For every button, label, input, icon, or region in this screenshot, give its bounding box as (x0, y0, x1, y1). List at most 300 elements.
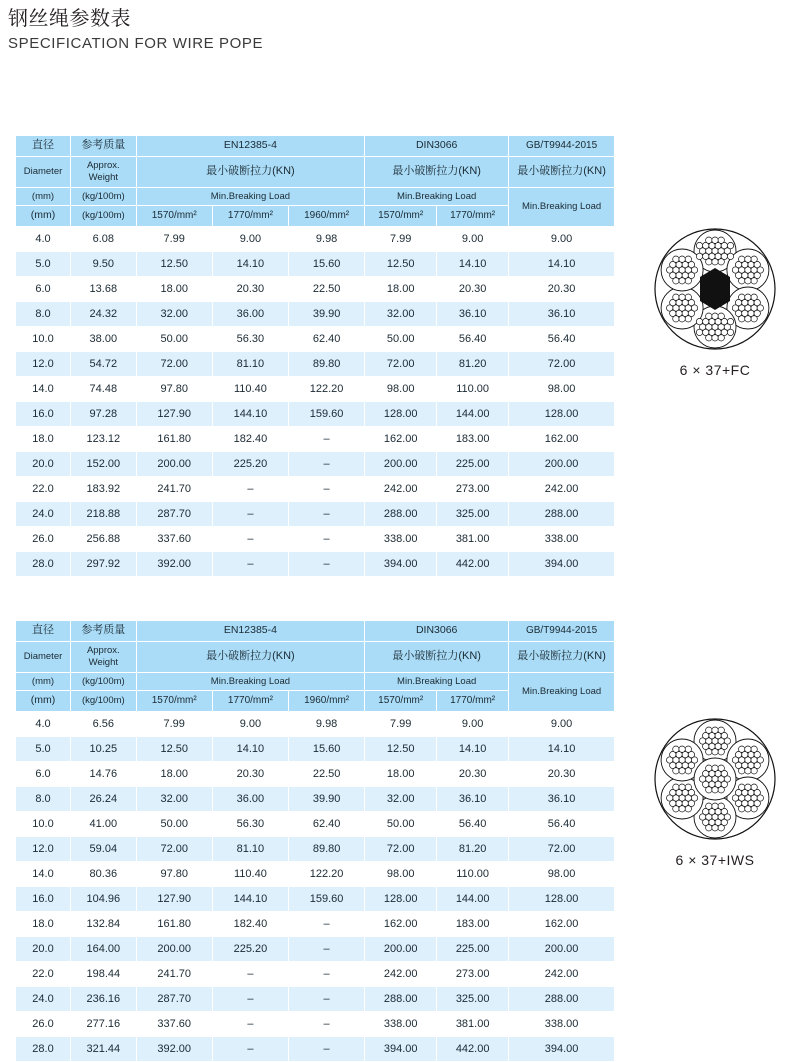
table-cell: 183.92 (71, 476, 137, 501)
th-weight-cn: 参考质量 (71, 136, 137, 157)
th-din-standard: DIN3066 (365, 136, 509, 157)
table-cell: 241.70 (136, 476, 212, 501)
table-cell: – (212, 526, 288, 551)
table-cell: 122.20 (289, 376, 365, 401)
table-cell: 9.00 (437, 226, 509, 251)
table-cell: 50.00 (136, 326, 212, 351)
table-cell: 241.70 (136, 961, 212, 986)
table-cell: 97.80 (136, 376, 212, 401)
th-weight-unit-2: (kg/100m) (71, 691, 137, 711)
table-cell: 20.30 (212, 761, 288, 786)
table-cell: 242.00 (509, 476, 615, 501)
table-cell: – (212, 986, 288, 1011)
table-cell: 56.40 (509, 326, 615, 351)
table-cell: 128.00 (509, 401, 615, 426)
table-cell: 7.99 (136, 226, 212, 251)
table-cell: 56.40 (437, 326, 509, 351)
table-cell: 9.00 (509, 711, 615, 736)
table-cell: 200.00 (509, 451, 615, 476)
table-cell: 10.0 (16, 326, 71, 351)
table-cell: 18.0 (16, 911, 71, 936)
rope-caption-2: 6 × 37+IWS (675, 852, 755, 868)
table-cell: 62.40 (289, 811, 365, 836)
th-breaking-cn-gb: 最小破断拉力(KN) (509, 641, 615, 672)
spec-table-6x37-iws (15, 620, 615, 1062)
th-weight-unit-2: (kg/100m) (71, 206, 137, 226)
table-cell: 110.40 (212, 861, 288, 886)
table-cell: 218.88 (71, 501, 137, 526)
table-cell: 98.00 (509, 376, 615, 401)
table-cell: – (289, 551, 365, 576)
th-breaking-en-gb: Min.Breaking Load (509, 187, 615, 226)
th-diameter-unit-2: (mm) (16, 206, 71, 226)
table-cell: 442.00 (437, 551, 509, 576)
th-grade-1570-din: 1570/mm² (365, 206, 437, 226)
table-cell: – (212, 1011, 288, 1036)
table-cell: 18.00 (136, 761, 212, 786)
th-diameter-cn: 直径 (16, 136, 71, 157)
table-cell: 72.00 (509, 351, 615, 376)
th-breaking-cn-en: 最小破断拉力(KN) (136, 641, 365, 672)
table-cell: 7.99 (365, 711, 437, 736)
th-weight-unit: (kg/100m) (71, 187, 137, 206)
spec-table-block-1 (15, 135, 615, 577)
table-cell: 81.20 (437, 351, 509, 376)
table-cell: 162.00 (509, 911, 615, 936)
table-cell: 110.40 (212, 376, 288, 401)
table-cell: 162.00 (365, 911, 437, 936)
table-cell: 6.0 (16, 276, 71, 301)
table-cell: 200.00 (136, 936, 212, 961)
table-cell: 123.12 (71, 426, 137, 451)
table-cell: 72.00 (136, 351, 212, 376)
table-cell: 15.60 (289, 251, 365, 276)
table-cell: 9.50 (71, 251, 137, 276)
table-cell: – (289, 961, 365, 986)
table-cell: – (289, 936, 365, 961)
table-header-row-2 (16, 641, 615, 672)
table-cell: 16.0 (16, 401, 71, 426)
table-row (16, 326, 615, 351)
table-row (16, 276, 615, 301)
table-row (16, 811, 615, 836)
table-cell: 62.40 (289, 326, 365, 351)
table-cell: 98.00 (365, 376, 437, 401)
table-row (16, 526, 615, 551)
table-row (16, 761, 615, 786)
th-grade-1960-en: 1960/mm² (289, 206, 365, 226)
table-cell: 242.00 (365, 961, 437, 986)
table-cell: 110.00 (437, 376, 509, 401)
table-cell: – (289, 476, 365, 501)
table-cell: 32.00 (365, 786, 437, 811)
table-cell: 144.00 (437, 401, 509, 426)
table-cell: 183.00 (437, 911, 509, 936)
table-cell: 7.99 (365, 226, 437, 251)
table-row (16, 836, 615, 861)
table-cell: 8.0 (16, 786, 71, 811)
table-cell: 14.10 (437, 251, 509, 276)
table-cell: – (212, 551, 288, 576)
table-cell: 22.50 (289, 276, 365, 301)
table-cell: 162.00 (509, 426, 615, 451)
table-cell: 381.00 (437, 1011, 509, 1036)
table-cell: 28.0 (16, 1036, 71, 1061)
th-grade-1770-en: 1770/mm² (212, 206, 288, 226)
table-cell: 287.70 (136, 986, 212, 1011)
table-row (16, 476, 615, 501)
table-cell: 183.00 (437, 426, 509, 451)
wire-rope-cross-section-iws-icon (654, 718, 776, 840)
th-grade-1960-en: 1960/mm² (289, 691, 365, 711)
table-cell: 159.60 (289, 401, 365, 426)
table-cell: 288.00 (509, 986, 615, 1011)
th-grade-1770-din: 1770/mm² (437, 206, 509, 226)
table-cell: 127.90 (136, 886, 212, 911)
table-row (16, 986, 615, 1011)
table-cell: 225.20 (212, 451, 288, 476)
th-breaking-cn-din: 最小破断拉力(KN) (365, 641, 509, 672)
rope-figure-1 (625, 228, 805, 378)
th-weight-cn: 参考质量 (71, 621, 137, 642)
table-cell: – (289, 1036, 365, 1061)
table-cell: 28.0 (16, 551, 71, 576)
th-weight-en: Approx. Weight (71, 156, 137, 187)
table-cell: 56.30 (212, 326, 288, 351)
table-cell: 161.80 (136, 911, 212, 936)
table-cell: 7.99 (136, 711, 212, 736)
th-breaking-en-din: Min.Breaking Load (365, 187, 509, 206)
table-cell: 242.00 (365, 476, 437, 501)
table-row (16, 351, 615, 376)
table-cell: 36.10 (437, 786, 509, 811)
th-gb-standard: GB/T9944-2015 (509, 621, 615, 642)
table-cell: 14.0 (16, 376, 71, 401)
table-cell: 24.0 (16, 501, 71, 526)
table-cell: – (289, 426, 365, 451)
table-cell: 20.0 (16, 936, 71, 961)
table-cell: 18.00 (365, 761, 437, 786)
rope-figure-2 (625, 718, 805, 868)
table-cell: 20.30 (509, 276, 615, 301)
table-cell: 72.00 (365, 836, 437, 861)
table-cell: 9.00 (509, 226, 615, 251)
table-cell: 81.10 (212, 836, 288, 861)
table-cell: 4.0 (16, 711, 71, 736)
table-cell: 72.00 (509, 836, 615, 861)
table-cell: – (212, 1036, 288, 1061)
table-cell: – (212, 501, 288, 526)
table-row (16, 401, 615, 426)
th-breaking-cn-din: 最小破断拉力(KN) (365, 156, 509, 187)
th-breaking-en-din: Min.Breaking Load (365, 672, 509, 691)
table-cell: 104.96 (71, 886, 137, 911)
table-cell: 97.28 (71, 401, 137, 426)
table-cell: 110.00 (437, 861, 509, 886)
table-cell: 24.32 (71, 301, 137, 326)
table-cell: 81.10 (212, 351, 288, 376)
table-cell: 242.00 (509, 961, 615, 986)
table-cell: 394.00 (509, 1036, 615, 1061)
table-cell: 14.0 (16, 861, 71, 886)
table-cell: 164.00 (71, 936, 137, 961)
table-cell: 74.48 (71, 376, 137, 401)
table-cell: 442.00 (437, 1036, 509, 1061)
table-cell: 288.00 (365, 986, 437, 1011)
table-row (16, 226, 615, 251)
table-cell: 161.80 (136, 426, 212, 451)
table-cell: 200.00 (136, 451, 212, 476)
table-header-row-1 (16, 136, 615, 157)
table-cell: 182.40 (212, 911, 288, 936)
table-cell: 236.16 (71, 986, 137, 1011)
table-cell: 32.00 (136, 786, 212, 811)
table-cell: 392.00 (136, 1036, 212, 1061)
th-grade-1570-en: 1570/mm² (136, 691, 212, 711)
table-cell: 89.80 (289, 351, 365, 376)
th-breaking-cn-en: 最小破断拉力(KN) (136, 156, 365, 187)
table-cell: 338.00 (509, 1011, 615, 1036)
th-din-standard: DIN3066 (365, 621, 509, 642)
table-cell: 41.00 (71, 811, 137, 836)
table-cell: 36.10 (509, 301, 615, 326)
table-cell: 36.10 (509, 786, 615, 811)
spec-table-block-2 (15, 620, 615, 1062)
table-cell: 20.30 (212, 276, 288, 301)
table-cell: 16.0 (16, 886, 71, 911)
table-cell: 36.00 (212, 786, 288, 811)
table-cell: 50.00 (365, 811, 437, 836)
wire-rope-cross-section-fc-icon (654, 228, 776, 350)
table-row (16, 736, 615, 761)
table-row (16, 936, 615, 961)
table-cell: 72.00 (365, 351, 437, 376)
page-title-cn: 钢丝绳参数表 (8, 8, 131, 30)
table-cell: 80.36 (71, 861, 137, 886)
table-cell: 9.00 (212, 226, 288, 251)
rope-caption-1: 6 × 37+FC (679, 362, 751, 378)
th-en-standard: EN12385-4 (136, 136, 365, 157)
th-grade-1570-din: 1570/mm² (365, 691, 437, 711)
table-cell: 50.00 (365, 326, 437, 351)
table-cell: 8.0 (16, 301, 71, 326)
table-row (16, 1036, 615, 1061)
table-cell: 9.98 (289, 226, 365, 251)
table-cell: 144.00 (437, 886, 509, 911)
table-cell: 22.0 (16, 476, 71, 501)
table-cell: 144.10 (212, 401, 288, 426)
table-cell: 381.00 (437, 526, 509, 551)
table-cell: 20.30 (509, 761, 615, 786)
table-cell: 128.00 (365, 886, 437, 911)
table-header (16, 136, 615, 227)
th-weight-unit: (kg/100m) (71, 672, 137, 691)
table-cell: 89.80 (289, 836, 365, 861)
table-cell: 56.40 (509, 811, 615, 836)
th-diameter-unit: (mm) (16, 187, 71, 206)
table-cell: 14.76 (71, 761, 137, 786)
table-cell: 152.00 (71, 451, 137, 476)
spec-table-6x37-fc (15, 135, 615, 577)
table-cell: 14.10 (437, 736, 509, 761)
th-gb-standard: GB/T9944-2015 (509, 136, 615, 157)
table-row (16, 861, 615, 886)
table-cell: 32.00 (136, 301, 212, 326)
th-grade-1770-en: 1770/mm² (212, 691, 288, 711)
table-cell: 6.08 (71, 226, 137, 251)
table-cell: 36.10 (437, 301, 509, 326)
table-cell: 225.20 (212, 936, 288, 961)
table-row (16, 251, 615, 276)
table-row (16, 886, 615, 911)
th-breaking-en-gb: Min.Breaking Load (509, 672, 615, 711)
table-cell: 22.50 (289, 761, 365, 786)
th-grade-1570-en: 1570/mm² (136, 206, 212, 226)
th-diameter-cn: 直径 (16, 621, 71, 642)
table-cell: 72.00 (136, 836, 212, 861)
table-row (16, 426, 615, 451)
table-cell: 321.44 (71, 1036, 137, 1061)
table-cell: 338.00 (365, 526, 437, 551)
table-header-row-3 (16, 672, 615, 691)
table-cell: 200.00 (509, 936, 615, 961)
table-cell: 5.0 (16, 736, 71, 761)
table-header-row-2 (16, 156, 615, 187)
table-cell: 15.60 (289, 736, 365, 761)
table-header-2 (16, 621, 615, 712)
table-body-1 (16, 226, 615, 576)
table-cell: 54.72 (71, 351, 137, 376)
table-cell: 225.00 (437, 936, 509, 961)
table-cell: 12.50 (365, 736, 437, 761)
table-header-row-1 (16, 621, 615, 642)
table-row (16, 961, 615, 986)
table-header-row-3 (16, 187, 615, 206)
table-cell: 128.00 (365, 401, 437, 426)
table-cell: 297.92 (71, 551, 137, 576)
table-cell: 394.00 (509, 551, 615, 576)
table-cell: 81.20 (437, 836, 509, 861)
table-cell: 256.88 (71, 526, 137, 551)
table-cell: 277.16 (71, 1011, 137, 1036)
table-cell: 26.0 (16, 526, 71, 551)
table-cell: 18.00 (136, 276, 212, 301)
table-cell: 325.00 (437, 986, 509, 1011)
table-cell: 12.0 (16, 351, 71, 376)
table-cell: 98.00 (365, 861, 437, 886)
table-cell: 14.10 (212, 736, 288, 761)
table-cell: 394.00 (365, 551, 437, 576)
th-diameter-en: Diameter (16, 156, 71, 187)
table-cell: 12.50 (136, 251, 212, 276)
table-cell: – (212, 961, 288, 986)
table-cell: 10.25 (71, 736, 137, 761)
table-cell: 10.0 (16, 811, 71, 836)
table-cell: 122.20 (289, 861, 365, 886)
table-cell: – (289, 451, 365, 476)
th-diameter-unit-2: (mm) (16, 691, 71, 711)
table-cell: 392.00 (136, 551, 212, 576)
table-cell: 9.00 (212, 711, 288, 736)
table-cell: 338.00 (509, 526, 615, 551)
table-cell: 6.56 (71, 711, 137, 736)
table-row (16, 786, 615, 811)
table-cell: 13.68 (71, 276, 137, 301)
table-row (16, 301, 615, 326)
table-cell: 18.00 (365, 276, 437, 301)
table-cell: 144.10 (212, 886, 288, 911)
table-cell: – (289, 1011, 365, 1036)
table-cell: 162.00 (365, 426, 437, 451)
table-cell: 39.90 (289, 301, 365, 326)
table-cell: 97.80 (136, 861, 212, 886)
table-cell: 6.0 (16, 761, 71, 786)
table-cell: 288.00 (365, 501, 437, 526)
table-cell: 9.98 (289, 711, 365, 736)
table-cell: 56.40 (437, 811, 509, 836)
table-cell: 59.04 (71, 836, 137, 861)
table-cell: 132.84 (71, 911, 137, 936)
table-cell: 159.60 (289, 886, 365, 911)
table-cell: 14.10 (509, 736, 615, 761)
table-cell: 182.40 (212, 426, 288, 451)
document-header (8, 6, 263, 55)
table-cell: 200.00 (365, 451, 437, 476)
table-cell: 198.44 (71, 961, 137, 986)
th-diameter-unit: (mm) (16, 672, 71, 691)
table-cell: – (289, 986, 365, 1011)
table-row (16, 501, 615, 526)
table-cell: – (289, 911, 365, 936)
table-cell: 20.30 (437, 761, 509, 786)
table-cell: 24.0 (16, 986, 71, 1011)
table-cell: 18.0 (16, 426, 71, 451)
table-cell: 14.10 (509, 251, 615, 276)
table-cell: 20.30 (437, 276, 509, 301)
table-cell: – (289, 526, 365, 551)
table-cell: 337.60 (136, 1011, 212, 1036)
table-cell: 12.50 (136, 736, 212, 761)
table-cell: 287.70 (136, 501, 212, 526)
table-cell: 200.00 (365, 936, 437, 961)
table-row (16, 376, 615, 401)
table-cell: 225.00 (437, 451, 509, 476)
table-cell: 98.00 (509, 861, 615, 886)
table-cell: 9.00 (437, 711, 509, 736)
table-row (16, 911, 615, 936)
table-cell: 273.00 (437, 961, 509, 986)
table-cell: 128.00 (509, 886, 615, 911)
table-cell: 39.90 (289, 786, 365, 811)
table-cell: 127.90 (136, 401, 212, 426)
table-cell: 273.00 (437, 476, 509, 501)
table-cell: 20.0 (16, 451, 71, 476)
table-cell: 325.00 (437, 501, 509, 526)
table-cell: 12.50 (365, 251, 437, 276)
table-cell: 38.00 (71, 326, 137, 351)
table-cell: 36.00 (212, 301, 288, 326)
table-cell: 26.24 (71, 786, 137, 811)
table-cell: 50.00 (136, 811, 212, 836)
table-cell: 56.30 (212, 811, 288, 836)
table-row (16, 711, 615, 736)
th-grade-1770-din: 1770/mm² (437, 691, 509, 711)
table-row (16, 1011, 615, 1036)
th-en-standard: EN12385-4 (136, 621, 365, 642)
th-breaking-en-en: Min.Breaking Load (136, 672, 365, 691)
table-cell: 26.0 (16, 1011, 71, 1036)
table-cell: 14.10 (212, 251, 288, 276)
